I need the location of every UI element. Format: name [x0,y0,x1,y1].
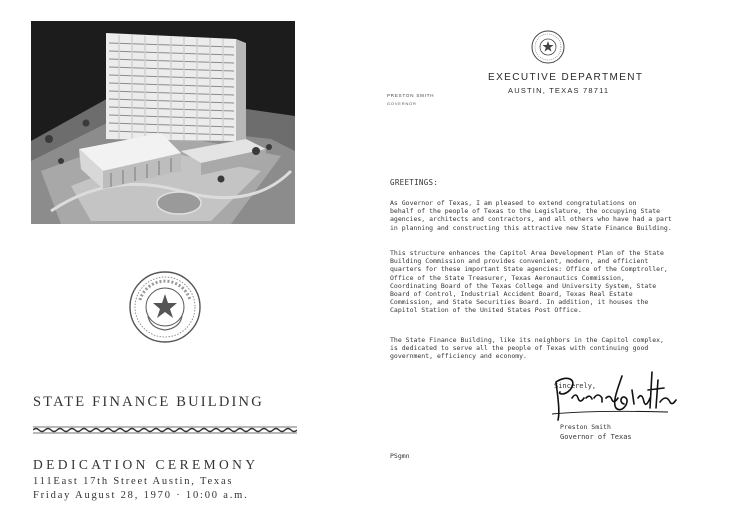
event-title: DEDICATION CEREMONY [33,457,259,472]
signer-title: Governor of Texas [560,433,632,441]
letter-line: government, efficiency and economy. [390,352,527,361]
seal-emblem-icon [128,270,202,344]
letter-paragraph-1 [390,199,730,232]
letter-line: Coordinating Board of the Texas College and University System, State [390,281,657,290]
letter-line: Building Commission and provides convenient, modern, and efficient [390,257,649,266]
letterhead-governor-name: PRESTON SMITH [387,93,435,98]
letter-line: agencies, architects and contractors, and all others who have had a part [390,215,672,224]
texas-seal-left [128,270,202,344]
letter-line: quarters for these important State agencies: Office of the Comptroller, [390,265,668,274]
seal-emblem-icon [531,30,565,64]
letter-line: Board of Control, Industrial Accident Board, Texas Real Estate [390,290,633,299]
letter-line: Office of the State Treasurer, Texas Aeronautics Commission, [390,273,625,282]
ornament-icon [33,426,297,434]
event-address: 111East 17th Street Austin, Texas [33,476,234,487]
letter-line: Commission, and State Securities Board. In addition, it houses the [390,298,649,307]
building-model-illustration [31,21,295,224]
governor-letter [370,0,740,528]
letterhead-governor-title: GOVERNOR [387,101,417,106]
department-heading: EXECUTIVE DEPARTMENT [488,72,644,83]
letter-line: is dedicated to serve all the people of Texas with continuing good [390,344,649,353]
department-city: AUSTIN, TEXAS 78711 [508,86,610,95]
letter-line: This structure enhances the Capitol Area Development Plan of the State [390,249,664,257]
handwritten-signature [548,368,678,424]
texas-seal-right [531,30,565,64]
letter-line: Capitol Station of the United States Post Office. [390,306,582,315]
letter-closing: Sincerely, [554,382,597,390]
letter-paragraph-2 [390,249,730,315]
letter-line: behalf of the people of Texas to the Legislature, the occupying State [390,207,661,216]
building-model-photo [31,21,295,224]
signer-name: Preston Smith [560,423,611,431]
letter-greeting: GREETINGS: [390,178,439,187]
signature-icon [548,368,678,424]
typist-initials: PSgmn [390,452,410,460]
letter-paragraph-3 [390,336,730,361]
letter-line: As Governor of Texas, I am pleased to extend congratulations on [390,199,637,207]
letter-line: The State Finance Building, like its neighbors in the Capitol complex, [390,336,664,344]
event-date: Friday August 28, 1970 · 10:00 a.m. [33,490,249,501]
letter-line: in planning and constructing this attractive new State Finance Building. [390,223,672,232]
decorative-border [33,426,297,434]
brochure-title: STATE FINANCE BUILDING [33,394,264,410]
